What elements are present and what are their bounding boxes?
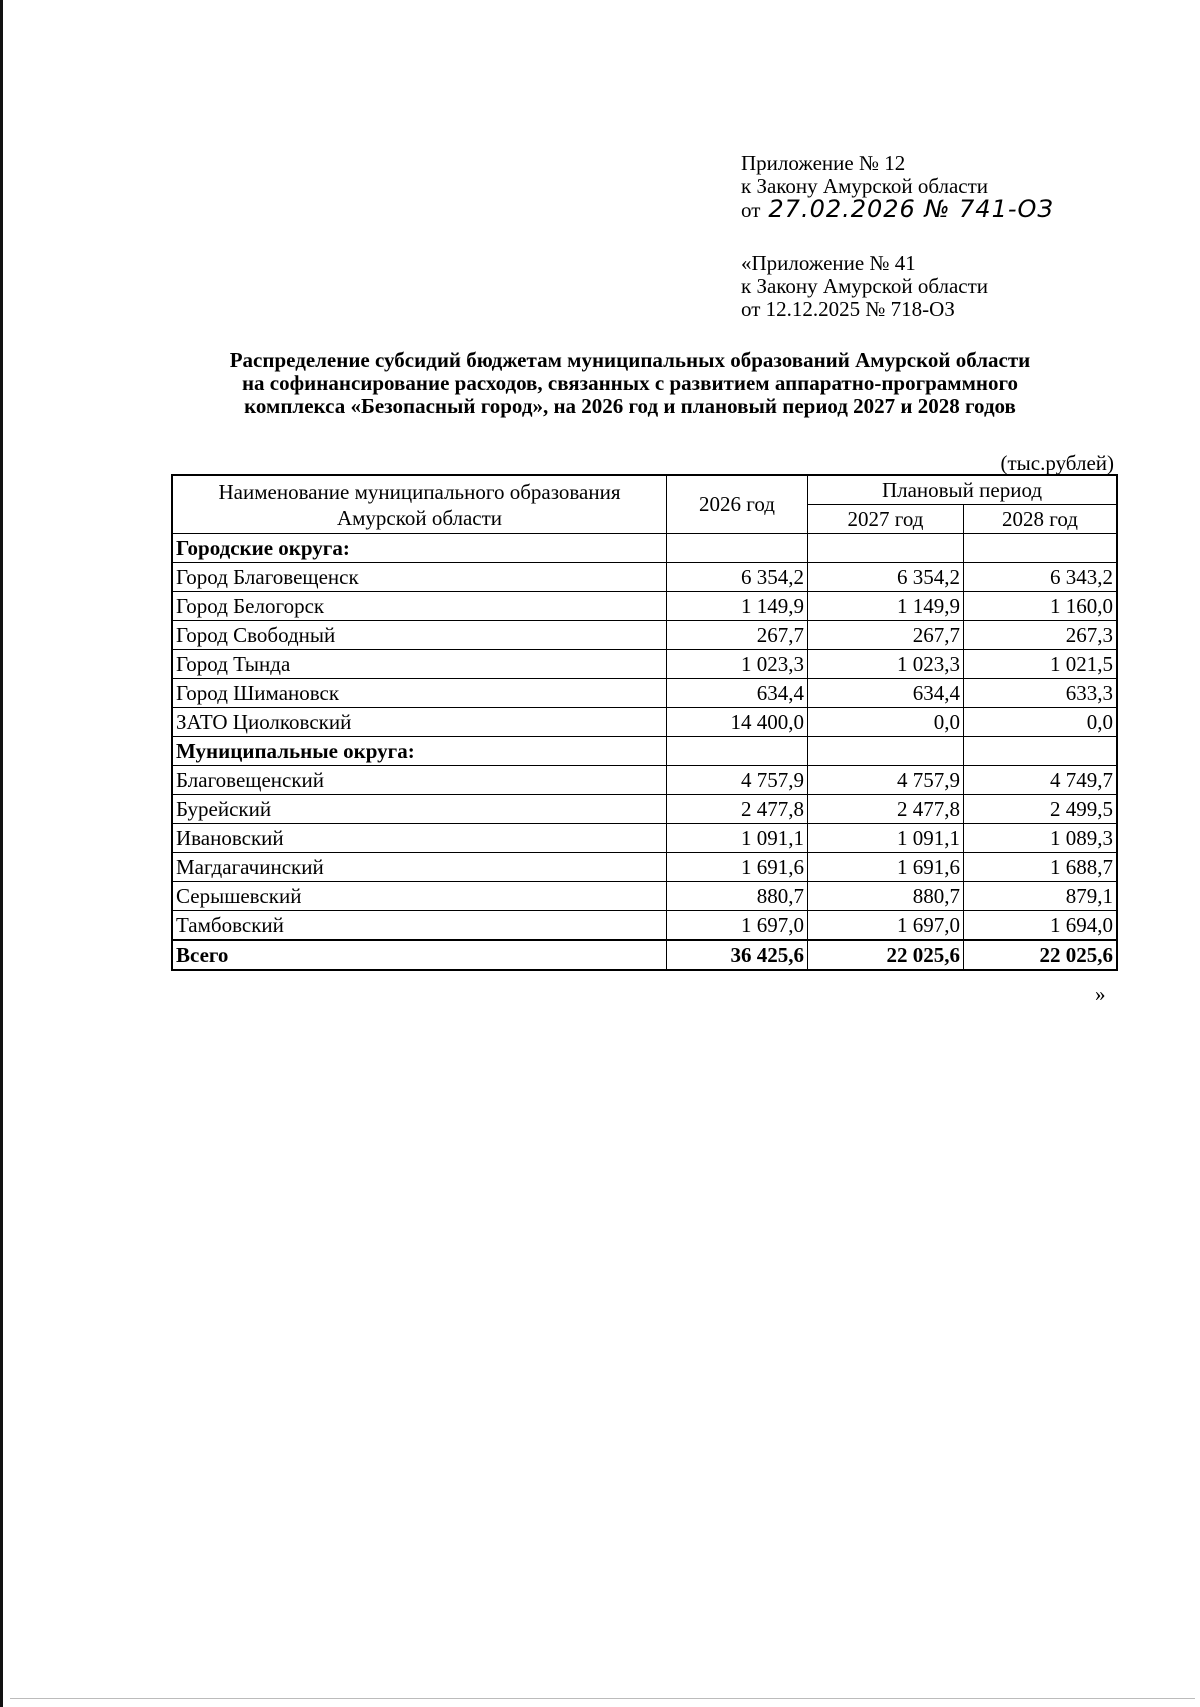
row-2028: 1 021,5 — [964, 650, 1118, 679]
table-row — [172, 853, 1117, 882]
annex-reference — [741, 152, 1054, 222]
table-row — [172, 563, 1117, 592]
section-title: Городские округа: — [172, 534, 667, 563]
total-row — [172, 940, 1117, 970]
prev-annex-date: от 12.12.2025 № 718-ОЗ — [741, 297, 955, 321]
row-2026: 267,7 — [667, 621, 808, 650]
row-2026: 634,4 — [667, 679, 808, 708]
title-line-1: Распределение субсидий бюджетам муниципальных образований Амурской области — [229, 348, 1031, 372]
row-2026: 2 477,8 — [667, 795, 808, 824]
row-2026: 1 023,3 — [667, 650, 808, 679]
row-2028: 1 688,7 — [964, 853, 1118, 882]
title-line-3: комплекса «Безопасный город», на 2026 год и плановый период 2027 и 2028 годов — [244, 394, 1016, 418]
row-2026: 1 691,6 — [667, 853, 808, 882]
row-2027: 1 149,9 — [808, 592, 964, 621]
row-name: Серышевский — [172, 882, 667, 911]
row-2026: 1 149,9 — [667, 592, 808, 621]
previous-annex-reference — [741, 252, 988, 321]
total-label: Всего — [172, 940, 667, 970]
prev-annex-law: к Закону Амурской области — [741, 274, 989, 298]
row-2026: 4 757,9 — [667, 766, 808, 795]
row-2026: 6 354,2 — [667, 563, 808, 592]
row-name: Бурейский — [172, 795, 667, 824]
row-2027: 1 691,6 — [808, 853, 964, 882]
annex-number: Приложение № 12 — [741, 151, 906, 175]
row-2027: 6 354,2 — [808, 563, 964, 592]
row-2027: 1 023,3 — [808, 650, 964, 679]
row-2028: 1 694,0 — [964, 911, 1118, 941]
row-2028: 879,1 — [964, 882, 1118, 911]
section-title: Муниципальные округа: — [172, 737, 667, 766]
table-row — [172, 911, 1117, 941]
table-header-row — [172, 475, 1117, 505]
scan-bottom-line — [10, 1698, 1195, 1699]
row-name: Город Тында — [172, 650, 667, 679]
annex-date-prefix: от — [741, 198, 761, 222]
header-2027: 2027 год — [808, 505, 964, 534]
table-row — [172, 708, 1117, 737]
subsidy-table — [171, 474, 1118, 971]
annex-date-line — [741, 195, 1054, 223]
header-planned-period: Плановый период — [808, 475, 1118, 505]
row-2027: 2 477,8 — [808, 795, 964, 824]
row-name: Город Шимановск — [172, 679, 667, 708]
row-2028: 267,3 — [964, 621, 1118, 650]
total-2028: 22 025,6 — [964, 940, 1118, 970]
table-row — [172, 795, 1117, 824]
annex-law: к Закону Амурской области — [741, 174, 989, 198]
total-2027: 22 025,6 — [808, 940, 964, 970]
section-row — [172, 737, 1117, 766]
document-title — [150, 349, 1110, 418]
table-row — [172, 824, 1117, 853]
row-2027: 880,7 — [808, 882, 964, 911]
row-name: Тамбовский — [172, 911, 667, 941]
prev-annex-number: «Приложение № 41 — [741, 251, 916, 275]
row-2027: 0,0 — [808, 708, 964, 737]
row-2027: 1 091,1 — [808, 824, 964, 853]
handwritten-date-number: 27.02.2026 № 741-ОЗ — [768, 195, 1054, 223]
units-label: (тыс.рублей) — [1000, 451, 1114, 475]
table-row — [172, 766, 1117, 795]
row-2028: 1 160,0 — [964, 592, 1118, 621]
row-2027: 4 757,9 — [808, 766, 964, 795]
header-2028: 2028 год — [964, 505, 1118, 534]
row-2026: 1 091,1 — [667, 824, 808, 853]
row-2026: 14 400,0 — [667, 708, 808, 737]
row-2027: 634,4 — [808, 679, 964, 708]
closing-quote: » — [1095, 982, 1106, 1006]
section-row — [172, 534, 1117, 563]
title-line-2: на софинансирование расходов, связанных с развитием аппаратно-программного — [241, 371, 1019, 395]
row-name: Ивановский — [172, 824, 667, 853]
row-name: Благовещенский — [172, 766, 667, 795]
row-2028: 0,0 — [964, 708, 1118, 737]
row-2028: 4 749,7 — [964, 766, 1118, 795]
row-name: ЗАТО Циолковский — [172, 708, 667, 737]
table-row — [172, 621, 1117, 650]
scan-page-edge — [0, 0, 3, 1707]
row-name: Город Благовещенск — [172, 563, 667, 592]
row-2028: 6 343,2 — [964, 563, 1118, 592]
row-name: Город Белогорск — [172, 592, 667, 621]
table-row — [172, 650, 1117, 679]
row-name: Магдагачинский — [172, 853, 667, 882]
row-2028: 1 089,3 — [964, 824, 1118, 853]
header-2026: 2026 год — [667, 475, 808, 534]
total-2026: 36 425,6 — [667, 940, 808, 970]
row-name: Город Свободный — [172, 621, 667, 650]
row-2026: 880,7 — [667, 882, 808, 911]
table-row — [172, 882, 1117, 911]
row-2027: 1 697,0 — [808, 911, 964, 941]
row-2028: 633,3 — [964, 679, 1118, 708]
row-2028: 2 499,5 — [964, 795, 1118, 824]
table-row — [172, 592, 1117, 621]
row-2026: 1 697,0 — [667, 911, 808, 941]
table-row — [172, 679, 1117, 708]
header-name: Наименование муниципального образования Амурской области — [172, 475, 667, 534]
row-2027: 267,7 — [808, 621, 964, 650]
